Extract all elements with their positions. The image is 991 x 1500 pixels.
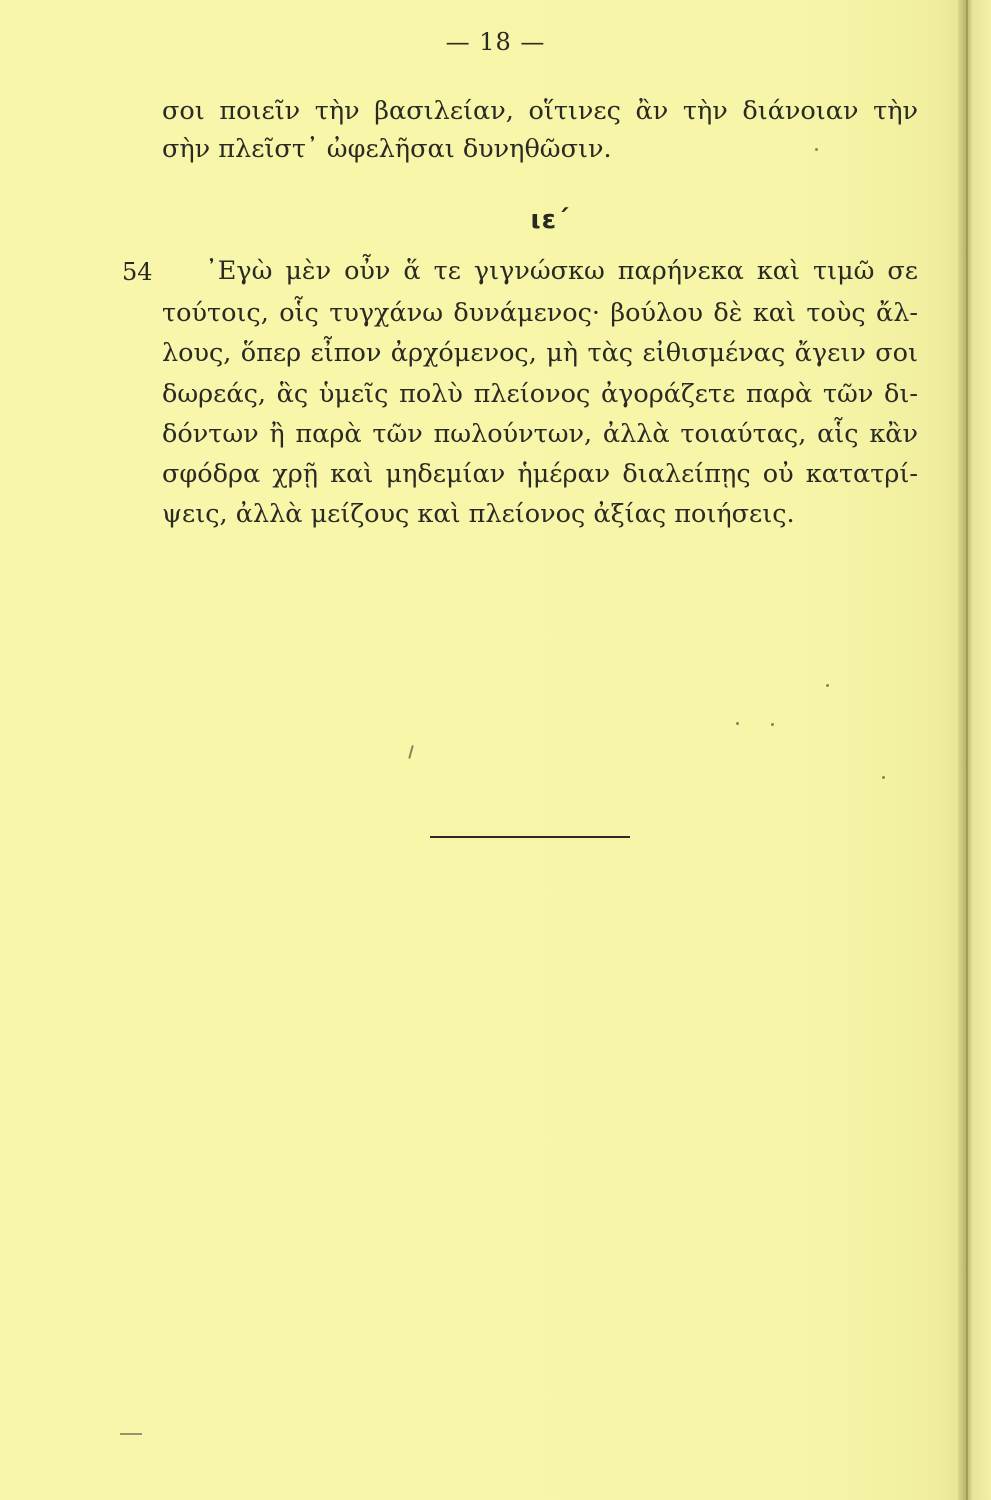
- paper-speck: [736, 722, 739, 725]
- text-line: ᾽Εγὼ μὲν οὖν ἅ τε γιγνώσκω παρήνεκα καὶ τιμῶ σε: [205, 256, 918, 286]
- paper-speck: [882, 776, 885, 779]
- text-line: σὴν πλεῖστ᾽ ὠφελῆσαι δυνηθῶσιν.: [162, 134, 612, 164]
- paper-scratch: [408, 745, 414, 759]
- text-line: σοι ποιεῖν τὴν βασιλείαν, οἵτινες ἂν τὴν διάνοιαν τὴν: [162, 96, 918, 126]
- text-line: δόντων ἢ παρὰ τῶν πωλούντων, ἀλλὰ τοιαύτας, αἷς κἂν: [162, 419, 918, 449]
- paper-speck: [771, 723, 774, 726]
- page-number: — 18 —: [445, 28, 546, 56]
- paper-speck: [815, 148, 818, 151]
- end-rule: [430, 836, 630, 838]
- margin-line-number: 54: [122, 258, 153, 286]
- text-line: ψεις, ἀλλὰ μείζους καὶ πλείονος ἀξίας ποιήσεις.: [162, 499, 795, 529]
- text-line: λους, ὅπερ εἶπον ἀρχόμενος, μὴ τὰς εἰθισμένας ἄγειν σοι: [162, 338, 918, 368]
- paper-speck: [826, 684, 829, 687]
- text-line: σφόδρα χρῇ καὶ μηδεμίαν ἡμέραν διαλείπῃς οὐ κατατρί-: [162, 459, 918, 489]
- text-line: τούτοις, οἷς τυγχάνω δυνάμενος· βούλου δὲ καὶ τοὺς ἄλ-: [162, 298, 918, 328]
- text-line: δωρεάς, ἃς ὑμεῖς πολὺ πλείονος ἀγοράζετε παρὰ τῶν δι-: [162, 379, 918, 409]
- section-heading: ιε΄: [530, 205, 570, 235]
- paper-mark: [120, 1433, 142, 1435]
